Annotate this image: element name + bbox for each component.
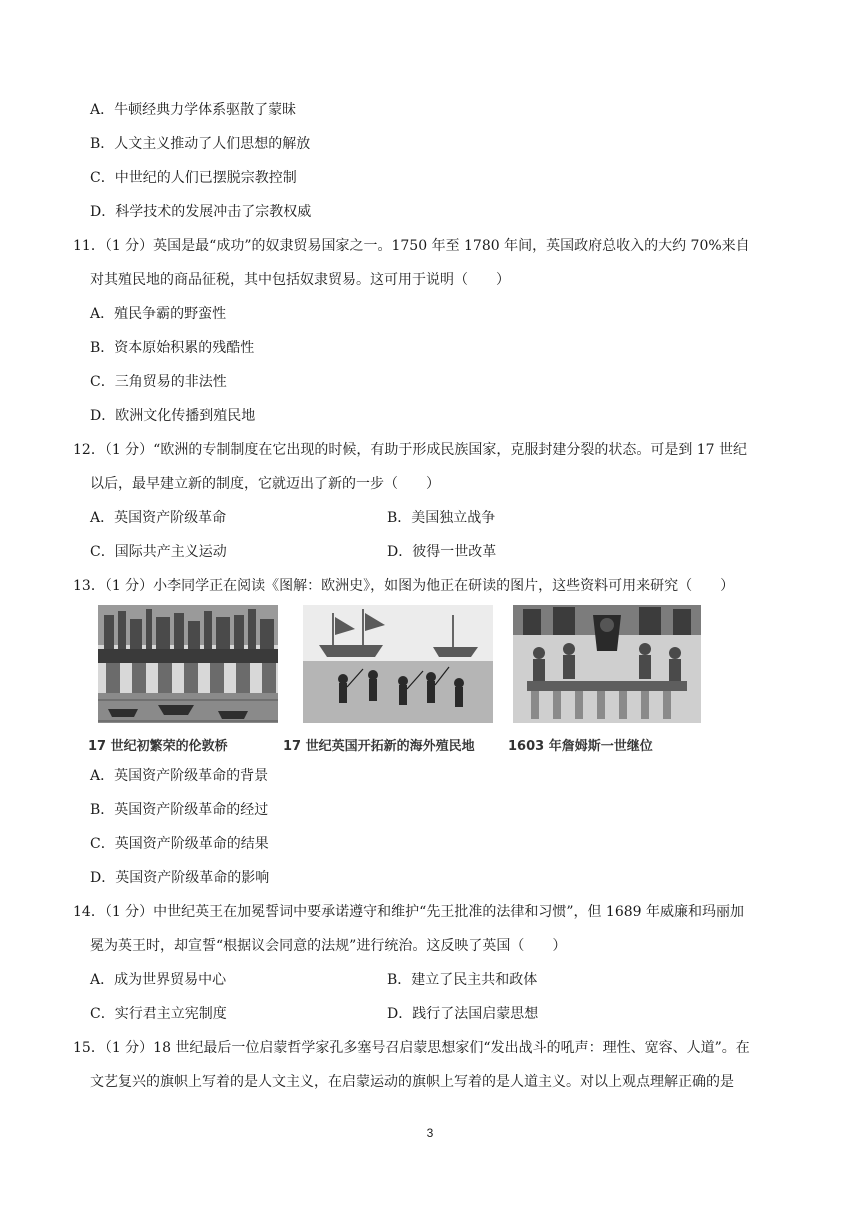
q12-stem-line1: 12．（1 分）“欧洲的专制制度在它出现的时候，有助于形成民族国家，克服封建分裂的状态。可是到 17 世纪 (73, 442, 748, 458)
q14-option-a: A．成为世界贸易中心 (90, 972, 227, 988)
q11-stem-line1: 11．（1 分）英国是最“成功”的奴隶贸易国家之一。1750 年至 1780 年间，英国政府总收入的大约 70%来自 (73, 238, 750, 254)
london-bridge-image (98, 605, 278, 723)
q10-option-c: C．中世纪的人们已摆脱宗教控制 (90, 170, 297, 186)
q12-option-b: B．美国独立战争 (387, 510, 496, 526)
q11-option-a: A．殖民争霸的野蛮性 (90, 306, 227, 322)
q15-stem-line1: 15．（1 分）18 世纪最后一位启蒙哲学家孔多塞号召启蒙思想家们“发出战斗的吼声：理性、宽容、人道”。在 (73, 1040, 750, 1056)
q13-stem-line1: 13．（1 分）小李同学正在阅读《图解：欧洲史》，如图为他正在研读的图片，这些资料可用来研究（ ） (73, 578, 735, 594)
q10-option-d: D．科学技术的发展冲击了宗教权威 (90, 204, 312, 220)
caption-james-i: 1603 年詹姆斯一世继位 (508, 739, 653, 754)
q13-option-a: A．英国资产阶级革命的背景 (90, 768, 269, 784)
q13-option-c: C．英国资产阶级革命的结果 (90, 836, 269, 852)
caption-london-bridge: 17 世纪初繁荣的伦敦桥 (88, 739, 228, 754)
q10-option-b: B．人文主义推动了人们思想的解放 (90, 136, 311, 152)
q11-option-b: B．资本原始积累的残酷性 (90, 340, 255, 356)
james-i-accession-image (513, 605, 701, 723)
q11-stem-line2: 对其殖民地的商品征税，其中包括奴隶贸易。这可用于说明（ ） (90, 272, 510, 288)
q13-figures (88, 605, 708, 755)
q11-option-d: D．欧洲文化传播到殖民地 (90, 408, 256, 424)
q14-stem-line2: 冕为英王时，却宣誓“根据议会同意的法规”进行统治。这反映了英国（ ） (90, 938, 567, 954)
q14-option-c: C．实行君主立宪制度 (90, 1006, 227, 1022)
q12-stem-line2: 以后，最早建立新的制度，它就迈出了新的一步（ ） (90, 476, 440, 492)
q14-option-b: B．建立了民主共和政体 (387, 972, 538, 988)
page-number: 3 (426, 1126, 434, 1140)
q12-option-c: C．国际共产主义运动 (90, 544, 227, 560)
colonies-image (303, 605, 493, 723)
q13-option-b: B．英国资产阶级革命的经过 (90, 802, 269, 818)
q10-option-a: A．牛顿经典力学体系驱散了蒙昧 (90, 102, 297, 118)
q13-option-d: D．英国资产阶级革命的影响 (90, 870, 270, 886)
q12-option-d: D．彼得一世改革 (387, 544, 497, 560)
q12-option-a: A．英国资产阶级革命 (90, 510, 227, 526)
caption-colonies: 17 世纪英国开拓新的海外殖民地 (283, 739, 475, 754)
q15-stem-line2: 文艺复兴的旗帜上写着的是人文主义，在启蒙运动的旗帜上写着的是人道主义。对以上观点理解正确的是 (90, 1074, 734, 1090)
q14-option-d: D．践行了法国启蒙思想 (387, 1006, 539, 1022)
q14-stem-line1: 14．（1 分）中世纪英王在加冕誓词中要承诺遵守和维护“先王批准的法律和习惯”，但 1689 年威廉和玛丽加 (73, 904, 745, 920)
q11-option-c: C．三角贸易的非法性 (90, 374, 227, 390)
